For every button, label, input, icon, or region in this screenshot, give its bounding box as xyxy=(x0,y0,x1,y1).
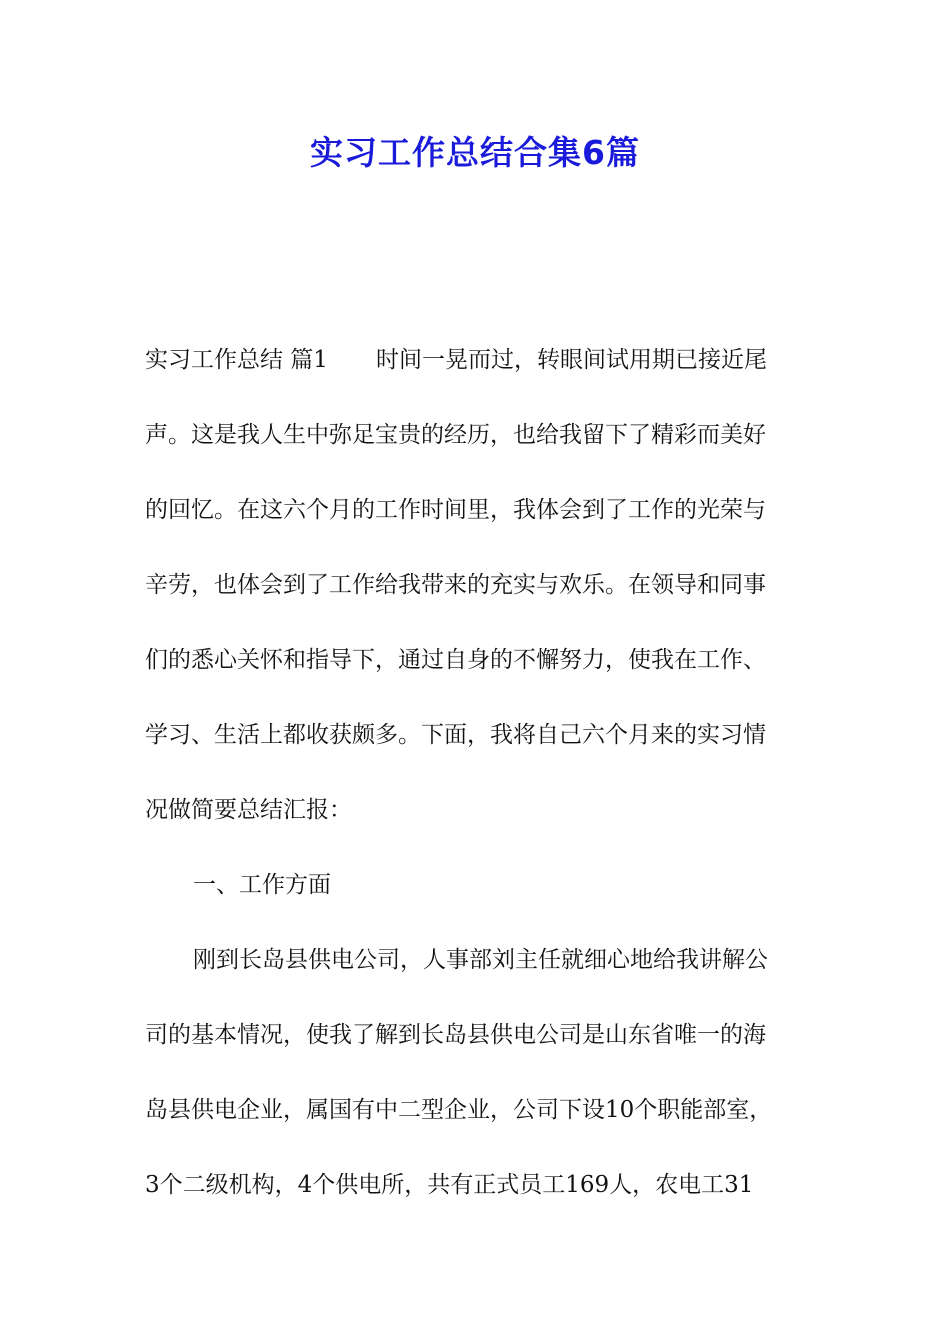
paragraph-line xyxy=(145,1088,815,1163)
paragraph-line xyxy=(145,863,815,938)
document-body xyxy=(145,338,815,1238)
line-text: 刚到长岛县供电公司，人事部刘主任就细心地给我讲解公 xyxy=(193,947,768,973)
line-text: 们的悉心关怀和指导下，通过自身的不懈努力，使我在工作、 xyxy=(145,647,766,673)
paragraph-line xyxy=(145,938,815,1013)
line-text: 辛劳，也体会到了工作给我带来的充实与欢乐。在领导和同事 xyxy=(145,572,766,598)
line-text: 的回忆。在这六个月的工作时间里，我体会到了工作的光荣与 xyxy=(145,497,766,523)
paragraph-line xyxy=(145,488,815,563)
paragraph-line xyxy=(145,413,815,488)
paragraph-line xyxy=(145,638,815,713)
line-text: 3个二级机构，4个供电所，共有正式员工169人，农电工31 xyxy=(145,1172,754,1198)
section-heading: 实习工作总结 篇1 xyxy=(145,347,328,373)
paragraph-line xyxy=(145,1163,815,1238)
paragraph-line xyxy=(145,713,815,788)
line-text: 况做简要总结汇报： xyxy=(145,797,352,823)
line-text: 声。这是我人生中弥足宝贵的经历，也给我留下了精彩而美好 xyxy=(145,422,766,448)
paragraph-line xyxy=(145,788,815,863)
line-text: 司的基本情况，使我了解到长岛县供电公司是山东省唯一的海 xyxy=(145,1022,766,1048)
line-text: 岛县供电企业，属国有中二型企业，公司下设10个职能部室， xyxy=(145,1097,773,1123)
line-text: 时间一晃而过，转眼间试用期已接近尾 xyxy=(375,347,767,373)
paragraph-line xyxy=(145,1013,815,1088)
line-text: 学习、生活上都收获颇多。下面，我将自己六个月来的实习情 xyxy=(145,722,766,748)
document-title: 实习工作总结合集6篇 xyxy=(310,133,640,172)
paragraph-line xyxy=(145,338,815,413)
subsection-heading: 一、工作方面 xyxy=(193,872,331,898)
paragraph-line xyxy=(145,563,815,638)
